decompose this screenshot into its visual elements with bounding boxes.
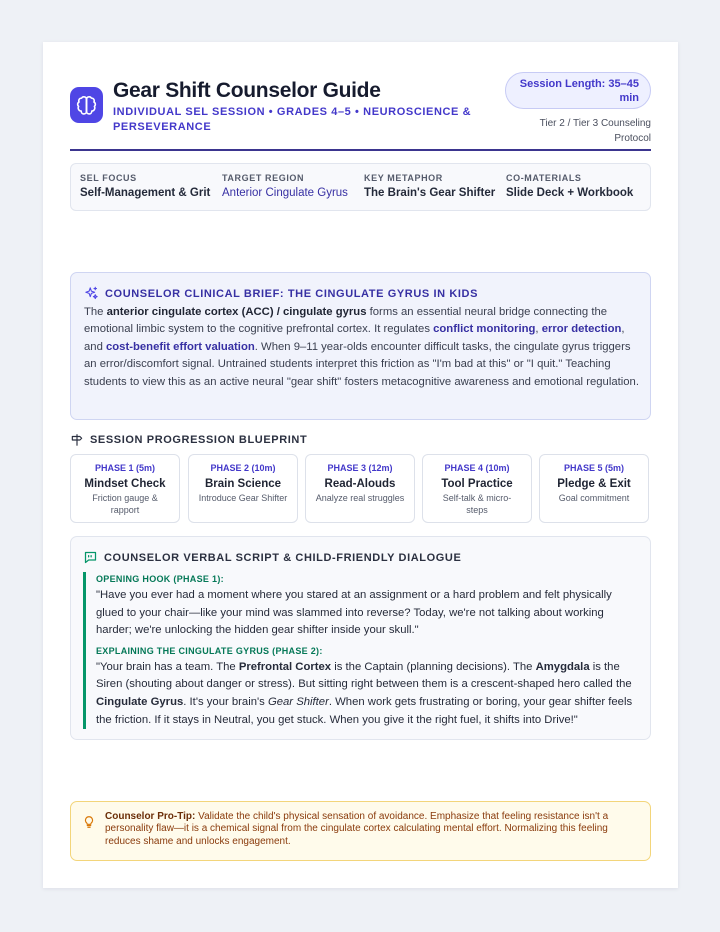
verbal-script-card (70, 536, 651, 740)
phase-number: PHASE 4 (10m) (444, 463, 510, 473)
clinical-brief-title: COUNSELOR CLINICAL BRIEF: THE CINGULATE GYRUS IN KIDS (105, 287, 479, 300)
meta-value: Self-Management & Grit (80, 187, 211, 199)
brief-text-run: , and (84, 323, 625, 353)
pro-tip-body: Validate the child's physical sensation of avoidance. Emphasize that feeling resistance isn't a personality flaw—it is a chemical signal from the cingulate cortex calculating mental effort. Normalizing this feeling reduces shame and unlocks engagement. (105, 811, 609, 847)
phase-title: Tool Practice (441, 478, 513, 490)
brief-text-run: The (84, 306, 107, 318)
meta-value: Slide Deck + Workbook (506, 187, 634, 199)
verbal-script-heading (83, 550, 461, 565)
lightbulb-icon (82, 814, 96, 835)
phase-title: Brain Science (204, 478, 282, 490)
page-subtitle: INDIVIDUAL SEL SESSION • GRADES 4–5 • NEUROSCIENCE & PERSEVERANCE (113, 106, 472, 133)
phase-title: Pledge & Exit (557, 478, 631, 490)
meta-target-region (222, 173, 348, 199)
pro-tip-text (105, 811, 643, 848)
brief-term-conflict: conflict monitoring (433, 323, 536, 336)
meta-key-metaphor (364, 173, 495, 199)
phase-number: PHASE 5 (5m) (563, 463, 625, 473)
clinical-brief-heading (84, 286, 478, 301)
meta-label: TARGET REGION (222, 173, 305, 183)
brief-term-error: error detection (541, 323, 622, 336)
phase-card (70, 454, 180, 523)
phase-card (305, 454, 415, 523)
meta-strip (70, 163, 651, 211)
pro-tip-label: Counselor Pro-Tip: (105, 811, 196, 822)
guide-page (43, 42, 678, 888)
explaining-text (96, 659, 639, 729)
term-prefrontal: Prefrontal Cortex (238, 660, 332, 673)
script-body (83, 572, 639, 729)
page-title: Gear Shift Counselor Guide (113, 79, 381, 102)
script-text-run: "Your brain has a team. The (96, 660, 239, 673)
brief-term-acc: anterior cingulate cortex (ACC) / cingulate gyrus (106, 306, 367, 318)
phase-number: PHASE 1 (5m) (94, 463, 156, 473)
meta-label: CO-MATERIALS (506, 173, 582, 183)
blueprint-title: SESSION PROGRESSION BLUEPRINT (90, 434, 308, 446)
session-length-badge: Session Length: 35–45 min (505, 72, 651, 109)
header (70, 75, 651, 151)
phase-card (188, 454, 298, 523)
meta-label: KEY METAPHOR (364, 173, 443, 183)
clinical-brief-text (84, 304, 639, 391)
script-text-run: . It's your brain's (183, 695, 268, 708)
verbal-script-title: COUNSELOR VERBAL SCRIPT & CHILD-FRIENDLY DIALOGUE (104, 551, 462, 564)
tier-protocol-text: Tier 2 / Tier 3 Counseling Protocol (539, 118, 651, 144)
explaining-label: EXPLAINING THE CINGULATE GYRUS (PHASE 2): (96, 645, 323, 656)
blueprint-heading (70, 433, 307, 447)
opening-hook-label: OPENING HOOK (PHASE 1): (96, 574, 224, 584)
script-text-run: is the Captain (planning decisions). The (331, 660, 536, 673)
opening-hook-text: "Have you ever had a moment where you stared at an assignment or a hard problem and felt physically glued to your chair—like your mind was slammed into reverse? Today, we're not talking about working harder; we're unlocking the hidden gear shifter inside your skull." (96, 589, 612, 637)
clinical-brief-card (70, 272, 651, 420)
phase-number: PHASE 2 (10m) (210, 463, 276, 473)
phase-card (422, 454, 532, 523)
phase-description: Goal commitment (558, 493, 630, 503)
brief-text-run: . When 9–11 year-olds encounter difficult tasks, the cingulate gyrus triggers an error/discomfort signal. Untrained students interpret this friction as "I'm bad at this" or "I quit." Teaching students to view this as an active neural "gear shift" fosters metacognitive awareness and emotional regulation. (84, 340, 639, 388)
phase-card (539, 454, 649, 523)
script-text-run: . When work gets frustrating or boring, your gear shifter feels the friction. If it stays in Neutral, you get stuck. When you give it the right fuel, it shifts into Drive!" (96, 695, 633, 726)
speech-bubble-icon (83, 550, 98, 565)
phase-description: Self-talk & micro-steps (442, 493, 512, 515)
header-divider (70, 149, 651, 151)
meta-sel-focus (80, 173, 210, 199)
script-text-run: is the Siren (shouting about danger or stress). But sitting right between them is a crescent-shaped hero called the (96, 660, 632, 691)
brain-icon (70, 87, 103, 123)
term-cingulate: Cingulate Gyrus (96, 695, 184, 708)
meta-label: SEL FOCUS (80, 173, 137, 183)
phase-title: Read-Alouds (324, 478, 396, 490)
sparkles-icon (84, 286, 99, 301)
brief-text-run: forms an essential neural bridge connecting the emotional limbic system to the cognitive prefrontal cortex. It regulates (84, 306, 608, 336)
phase-number: PHASE 3 (12m) (327, 463, 393, 473)
brief-text-run: , (535, 323, 542, 336)
meta-co-materials (506, 173, 633, 199)
phase-description: Friction gauge & rapport (92, 493, 158, 515)
meta-value: Anterior Cingulate Gyrus (222, 187, 348, 199)
term-gear-shifter: Gear Shifter (267, 695, 329, 708)
pro-tip-callout (70, 801, 651, 861)
phase-description: Analyze real struggles (315, 493, 405, 503)
meta-value: The Brain's Gear Shifter (364, 187, 496, 199)
phase-description: Introduce Gear Shifter (198, 493, 288, 503)
phase-title: Mindset Check (84, 478, 166, 490)
brief-term-effort: cost-benefit effort valuation (106, 340, 255, 353)
term-amygdala: Amygdala (535, 660, 590, 673)
signpost-icon (70, 433, 84, 447)
